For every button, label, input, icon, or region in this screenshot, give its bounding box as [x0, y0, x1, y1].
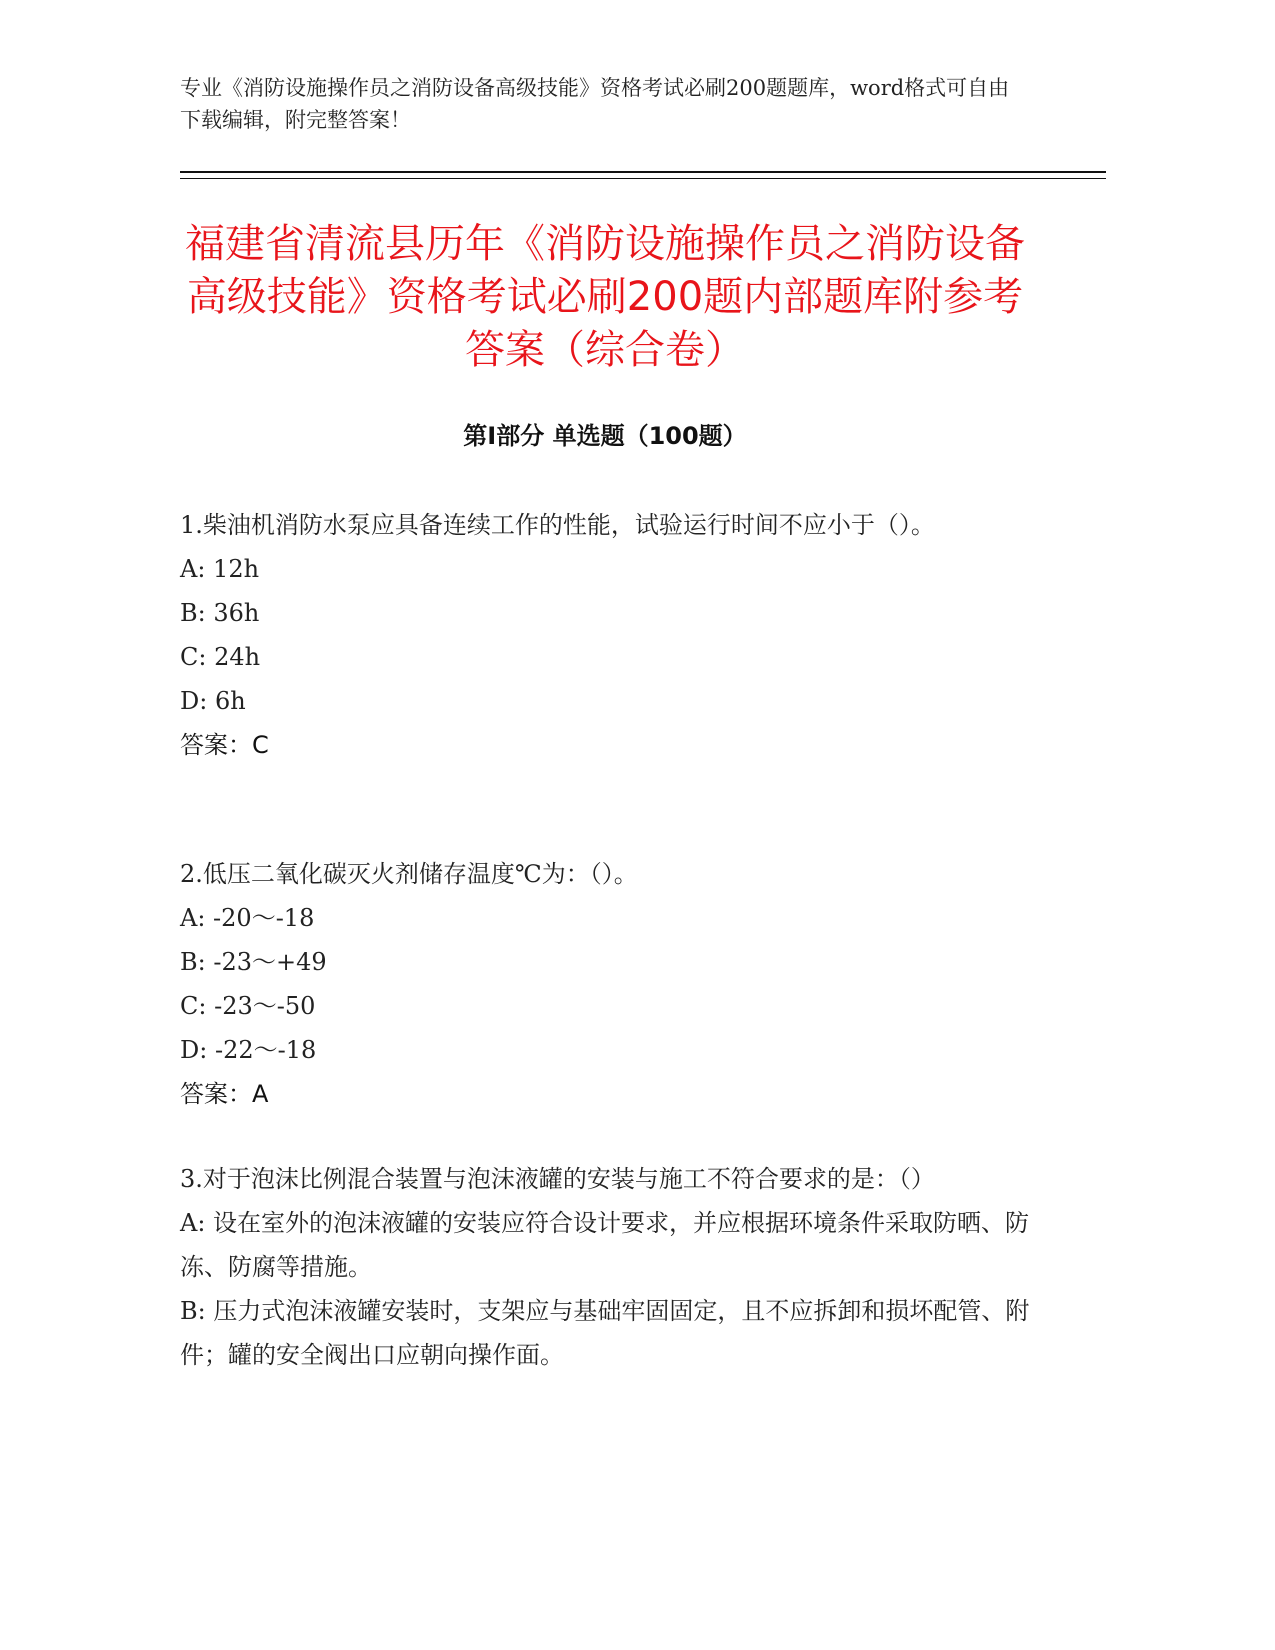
option-d: D: 6h: [180, 687, 246, 715]
question-1: [180, 503, 1030, 767]
option-d: D: -22～-18: [180, 1036, 317, 1064]
option-b: B: 压力式泡沫液罐安装时，支架应与基础牢固固定，且不应拆卸和损坏配管、附件；罐的安全阀出口应朝向操作面。: [180, 1297, 1030, 1369]
option-a: A: -20～-18: [180, 904, 315, 932]
question-2: [180, 852, 1030, 1116]
option-c: C: -23～-50: [180, 992, 316, 1020]
option-b: B: 36h: [180, 599, 260, 627]
header-note: 专业《消防设施操作员之消防设备高级技能》资格考试必刷200题题库，word格式可自由下载编辑，附完整答案！: [180, 76, 1010, 132]
option-a: A: 12h: [180, 555, 260, 583]
answer-line: 答案：C: [180, 731, 269, 759]
document-title: 福建省清流县历年《消防设施操作员之消防设备高级技能》资格考试必刷200题内部题库附参考答案（综合卷）: [185, 221, 1025, 373]
question-stem: 3.对于泡沫比例混合装置与泡沫液罐的安装与施工不符合要求的是：（）: [180, 1165, 935, 1193]
option-b: B: -23～+49: [180, 948, 327, 976]
question-3: [180, 1157, 1030, 1377]
header-divider-thin: [180, 178, 1106, 179]
section-heading: 第Ⅰ部分 单选题（100题）: [463, 422, 747, 450]
option-a: A: 设在室外的泡沫液罐的安装应符合设计要求，并应根据环境条件采取防晒、防冻、防腐等措施。: [180, 1209, 1030, 1281]
header-divider-thick: [180, 171, 1106, 173]
question-stem: 1.柴油机消防水泵应具备连续工作的性能，试验运行时间不应小于（）。: [180, 511, 935, 539]
answer-line: 答案：A: [180, 1080, 269, 1108]
question-stem: 2.低压二氧化碳灭火剂储存温度℃为：（）。: [180, 860, 638, 888]
option-c: C: 24h: [180, 643, 261, 671]
